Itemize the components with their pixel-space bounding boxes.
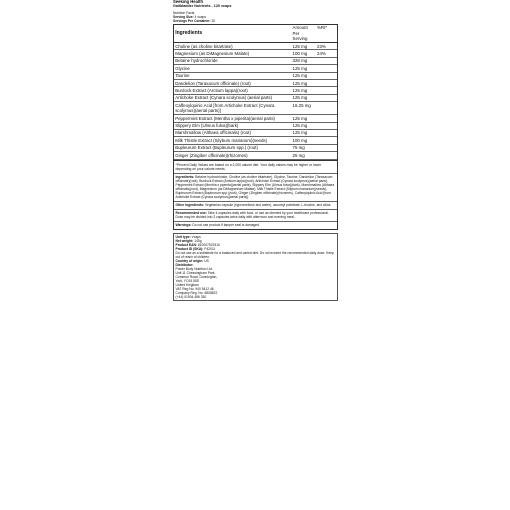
warnings-section: Warnings: Do not use product if tamper seal is damaged. <box>174 221 337 229</box>
ingredient-name: Caffeoylquinic Acid [from Artichoke Extract (Cynara scolymus)(aerial parts)] <box>174 102 291 115</box>
ingredient-name: Betaine hydrochloride <box>174 57 291 64</box>
ingredient-ri <box>316 102 337 115</box>
ingredient-ri <box>316 65 337 72</box>
ingredient-amount: 25 mg <box>291 152 315 159</box>
ingredient-ri <box>316 129 337 136</box>
product-label <box>173 0 338 301</box>
ingredient-amount: 100 mg <box>291 137 315 144</box>
nutrition-row <box>174 80 337 87</box>
ingredient-ri <box>316 57 337 64</box>
product-name: Gallbladder Nutrients - 120 vcaps <box>173 4 232 9</box>
distributor-line: Company Reg. No. 6808822 <box>175 290 218 295</box>
other-ingredients-section: Other ingredients: Vegetarian capsule (hypromellose and water), ascorbyl palmitate, L-leucine, and silica. <box>174 201 337 209</box>
ingredient-name: Slippery Elm (Ulmus fulva)(bark) <box>174 122 291 129</box>
distributor-line: York, YO19 5SE <box>175 278 200 283</box>
nutrition-row <box>174 144 337 151</box>
facts-title: Nutrition Facts <box>173 10 195 15</box>
nutrition-rows <box>174 43 337 160</box>
ingredient-ri <box>316 152 337 159</box>
nutrition-row <box>174 102 337 115</box>
ri-note: *Percent Daily Values are based on a 2,000 calorie diet. Your daily values may be higher or lower depending on your calorie needs. <box>174 160 337 173</box>
nutrition-row <box>174 137 337 144</box>
serving-size: Serving Size: 4 vcaps <box>173 14 207 19</box>
distributor-line: Unit 11 Chessingham Park <box>175 270 215 275</box>
ingredient-name: Marshmallow (Althaea officinalis) (root) <box>174 129 291 136</box>
ingredient-ri: 23% <box>316 43 337 50</box>
nutrition-row <box>174 50 337 57</box>
ingredient-name: Taurine <box>174 72 291 79</box>
ingredient-amount: 75 mg <box>291 144 315 151</box>
ingredient-amount: 16.25 mg <box>291 102 315 115</box>
col-amount: Amount Per Serving <box>291 25 315 43</box>
distributor-line: Power Body Nutrition Ltd. <box>175 266 213 271</box>
ingredient-ri <box>316 122 337 129</box>
ingredient-name: Artichoke Extract (Cynara scolymus) (aerial parts) <box>174 94 291 101</box>
nutrition-row <box>174 129 337 136</box>
nutrition-row <box>174 57 337 64</box>
distributor-line: VAT Reg No. 940 5412 46 <box>175 286 214 291</box>
ingredient-ri <box>316 80 337 87</box>
advice-text: Do not use as a substitute for a balanced and varied diet. Do not exceed the recommended daily dose. Keep out of reach of children. <box>175 250 334 259</box>
ingredient-name: Choline (as choline bitartrate) <box>174 43 291 50</box>
nutrition-row <box>174 65 337 72</box>
distributor-line: United Kingdom <box>175 282 199 287</box>
ingredient-amount: 125 mg <box>291 115 315 122</box>
nutrition-row <box>174 43 337 50</box>
brand-name: Seeking Health <box>173 0 204 4</box>
distributor-line: (+44) 01904 486 330 <box>175 294 207 299</box>
nutrition-row <box>174 94 337 101</box>
nutrition-table <box>174 25 337 160</box>
ingredients-section: Ingredients: Betaine hydrochloride, Choline (as choline bitartrate), Glycine, Taurine, Dandelion (Taraxacum officinale)(root), Burdock Extract (Arctium lappa)(root), Artichoke Extract (Cynara scolymus)(aerial parts), Peppermint Extract (Mentha x piperita)(aerial parts), Slippery Elm (Ulmus fulva)(bark), Marshmallow (Althaea officinalis)(root), Magnesium (as DiMagnesium Malate), Milk Thistle Extract (Silybum marianum)(seeds), Bupleurum Extract (Bupleurum spp.)(root), Ginger (Zingiber officinale)(rhizomes), Caffeoylquinic Acid [from Artichoke Extract (Cynara scolymus)(aerial parts)] <box>174 173 337 201</box>
col-ri: %RI* <box>316 25 337 43</box>
ingredient-name: Glycine <box>174 65 291 72</box>
ingredient-name: Bupleurum Extract (Bupleurum spp.) (root) <box>174 144 291 151</box>
ingredient-name: Burdock Extract (Arctium lappa)(root) <box>174 87 291 94</box>
ingredient-ri <box>316 72 337 79</box>
ingredient-ri <box>316 94 337 101</box>
ingredient-amount: 100 mg <box>291 50 315 57</box>
net-weight: Net weight: 140g <box>175 238 202 243</box>
ingredient-name: Ginger (Zingiber officinale)(rhizomes) <box>174 152 291 159</box>
ingredient-ri <box>316 144 337 151</box>
ingredient-amount: 125 mg <box>291 43 315 50</box>
ingredient-amount: 125 mg <box>291 65 315 72</box>
ingredient-amount: 125 mg <box>291 94 315 101</box>
ingredient-amount: 125 mg <box>291 122 315 129</box>
ingredient-ri: 24% <box>316 50 337 57</box>
ingredient-name: Milk Thistle Extract (Silybum marianum)(seeds) <box>174 137 291 144</box>
nutrition-row <box>174 87 337 94</box>
label-header <box>173 0 338 23</box>
ingredient-name: Magnesium (as DiMagnesium Malate) <box>174 50 291 57</box>
ingredient-amount: 125 mg <box>291 72 315 79</box>
ingredient-ri <box>316 87 337 94</box>
nutrition-panel <box>173 24 338 230</box>
distributor-line: Common Road, Dunnington, <box>175 274 218 279</box>
country-of-origin: Country of origin: US <box>175 258 209 263</box>
product-ean: Product EAN: 810007521510 <box>175 242 220 247</box>
col-ingredients: Ingredients <box>174 25 291 43</box>
ingredient-amount: 328 mg <box>291 57 315 64</box>
nutrition-row <box>174 72 337 79</box>
recommended-use-section: Recommended use: Take 4 capsules daily with food, or use as directed by your healthcare professional. Dose may be divided into 2 capsules twice daily with afternoon and evening meal. <box>174 209 337 221</box>
ingredient-ri <box>316 137 337 144</box>
distributor-address <box>176 267 336 299</box>
product-details <box>173 233 338 301</box>
product-sku: Product ID (SKU): P42011 <box>175 246 216 251</box>
nutrition-row <box>174 122 337 129</box>
ingredient-amount: 125 mg <box>291 80 315 87</box>
distributor-label: Distributor: <box>175 262 194 267</box>
nutrition-row <box>174 152 337 159</box>
ingredient-name: Peppermint Extract (Mentha x piperita)(aerial parts) <box>174 115 291 122</box>
nutrition-row <box>174 115 337 122</box>
ingredient-ri <box>316 115 337 122</box>
ingredient-amount: 125 mg <box>291 87 315 94</box>
ingredient-name: Dandelion (Taraxacum officinale) (root) <box>174 80 291 87</box>
unit-type: Unit type: Vcaps <box>175 234 201 239</box>
ingredient-amount: 125 mg <box>291 129 315 136</box>
servings-per-container: Servings Per Container: 30 <box>173 18 216 23</box>
